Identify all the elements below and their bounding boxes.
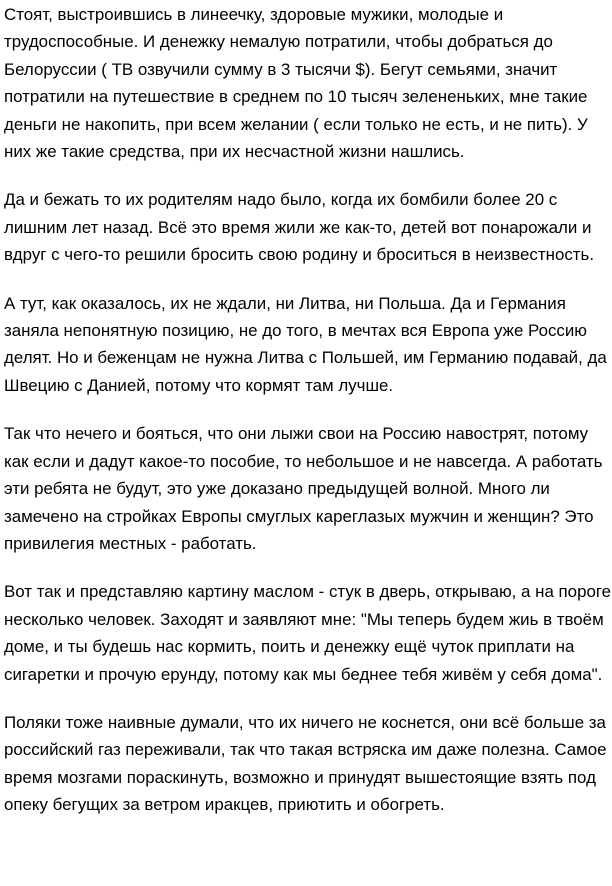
paragraph: А тут, как оказалось, их не ждали, ни Литва, ни Польша. Да и Германия заняла непонятную позицию, не до того, в мечтах вся Европа уже Россию делят. Но и беженцам не нужна Литва с Польшей, им Германию подавай, да Швецию с Данией, потому что кормят там лучше. [4, 293, 607, 395]
paragraph: Поляки тоже наивные думали, что их ничего не коснется, они всё больше за российский газ переживали, так что такая встряска им даже полезна. Самое время мозгами пораскинуть, возможно и принудят вышестоящие взять под опеку бегущих за ветром иракцев, приютить и обогреть. [4, 712, 607, 815]
paragraph: Стоят, выстроившись в линеечку, здоровые мужики, молодые и трудоспособные. И денежку немалую потратили, чтобы добраться до Белоруссии ( ТВ озвучили сумму в 3 тысячи $). Бегут семьями, значит потратили на путешествие в среднем по 10 тысяч зелененьких, мне такие деньги не накопить, при всем желании ( если только не есть, и не пить). У них же такие средства, при их несчастной жизни нашлись. [4, 5, 588, 162]
paragraph: Да и бежать то их родителям надо было, когда их бомбили более 20 с лишним лет назад. Всё это время жили же как-то, детей вот понарожали и вдруг с чего-то решили бросить свою родину и броситься в неизвестность. [4, 190, 595, 265]
paragraph: Вот так и представляю картину маслом - стук в дверь, открываю, а на пороге несколько человек. Заходят и заявляют мне: "Мы теперь будем жиь в твоём доме, и ты будешь нас кормить, поить и денежку ещё чуток приплати на сигаретки и прочую ерунду, потому как мы беднее тебя живём у себя дома". [4, 582, 612, 684]
paragraph: Так что нечего и бояться, что они лыжи свои на Россию навострят, потому как если и дадут какое-то пособие, то небольшое и не навсегда. А работать эти ребята не будут, это уже доказано предыдущей волной. Много ли замечено на стройках Европы смуглых кареглазых мужчин и женщин? Это привилегия местных - работать. [4, 424, 603, 553]
